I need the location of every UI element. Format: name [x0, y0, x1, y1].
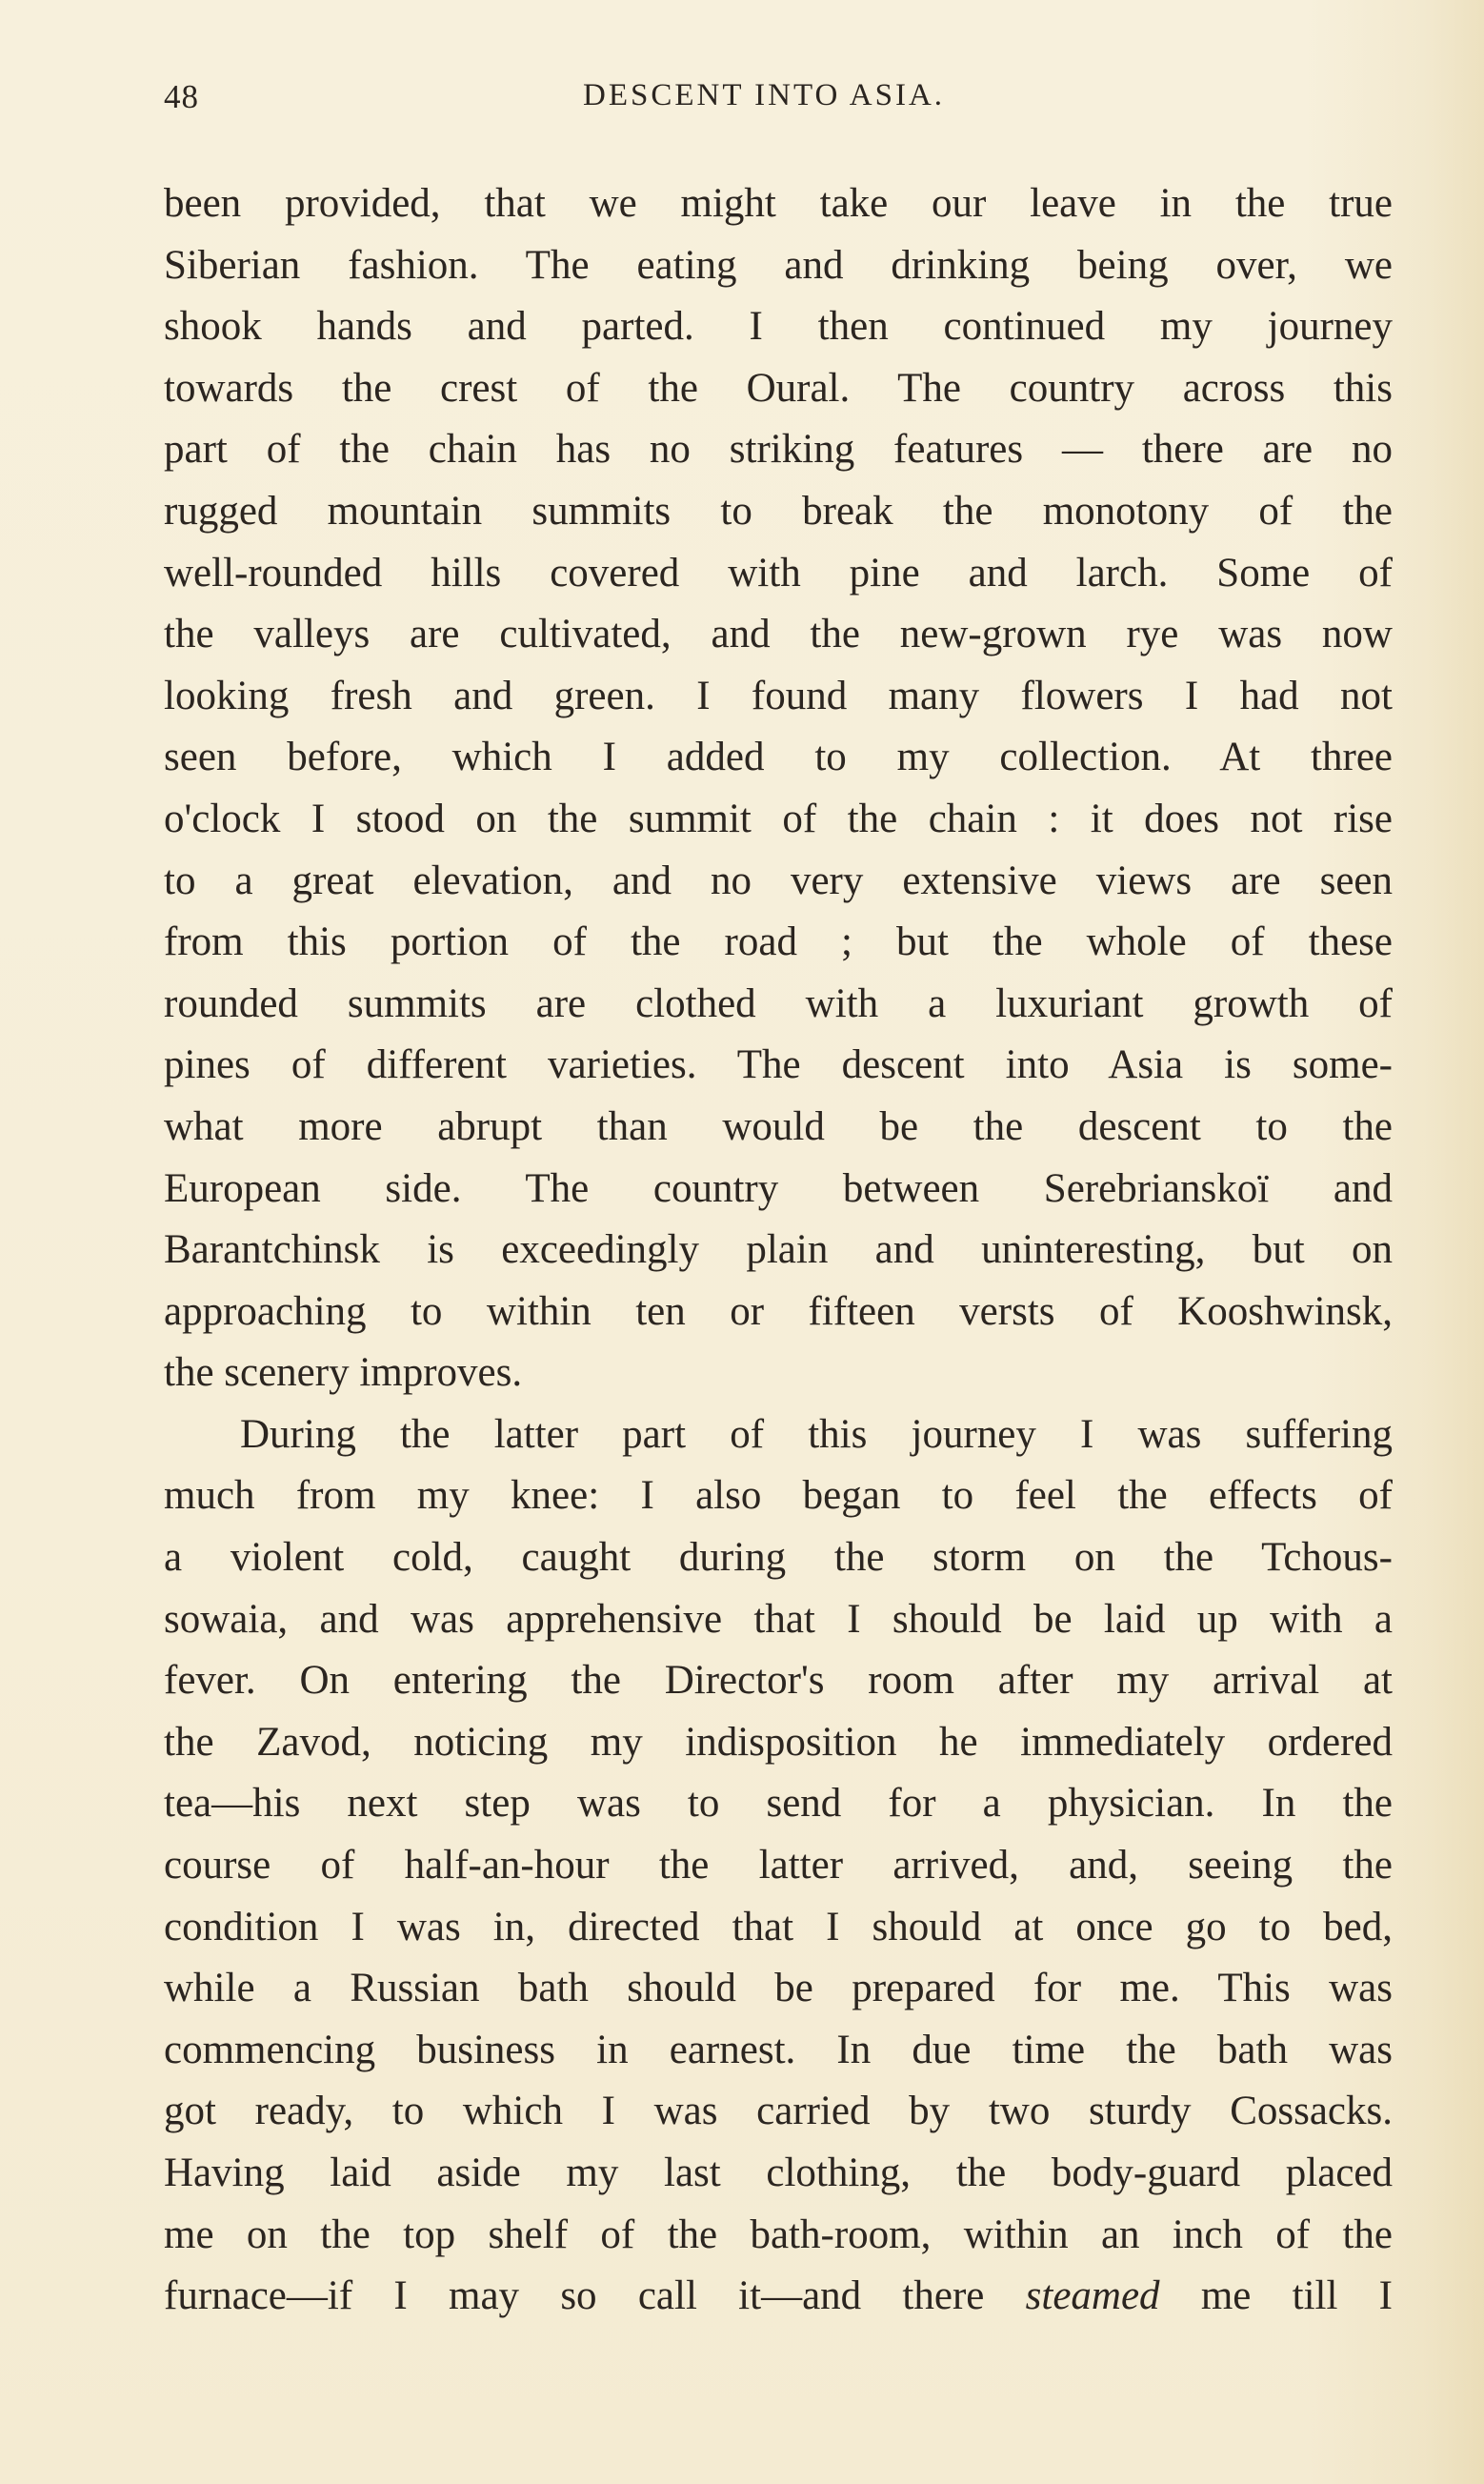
text-line: towards the crest of the Oural. The country across this: [164, 365, 1393, 411]
running-head-title: DESCENT INTO ASIA.: [583, 78, 946, 112]
text-line: got ready, to which I was carried by two sturdy Cossacks.: [164, 2089, 1393, 2134]
text-line: while a Russian bath should be prepared for me. This was: [164, 1966, 1393, 2011]
text-line: Siberian fashion. The eating and drinking being over, we: [164, 242, 1393, 288]
text-line: a violent cold, caught during the storm on the Tchous-: [164, 1535, 1393, 1581]
text-line: well-rounded hills covered with pine and larch. Some of: [164, 550, 1393, 596]
text-line: been provided, that we might take our leave in the true: [164, 181, 1393, 226]
running-head: [164, 78, 1393, 126]
text-line: from this portion of the road ; but the whole of these: [164, 919, 1393, 965]
emphasis-steamed: steamed: [1025, 2273, 1160, 2319]
paragraph-start-line: During the latter part of this journey I was suffering: [240, 1411, 1393, 1457]
text-line: part of the chain has no striking features — there are no: [164, 427, 1393, 473]
text-line: European side. The country between Serebrianskoï and: [164, 1165, 1393, 1211]
body-text: [164, 173, 1393, 2328]
text-line: the valleys are cultivated, and the new-grown rye was now: [164, 612, 1393, 657]
text-line: fever. On entering the Director's room after my arrival at: [164, 1658, 1393, 1704]
text-line: o'clock I stood on the summit of the chain : it does not rise: [164, 796, 1393, 841]
text-line: tea—his next step was to send for a physician. In the: [164, 1781, 1393, 1827]
text-line: rugged mountain summits to break the monotony of the: [164, 488, 1393, 534]
text-line: shook hands and parted. I then continued my journey: [164, 304, 1393, 350]
final-line-after: me till I: [1159, 2273, 1394, 2319]
text-line: the Zavod, noticing my indisposition he immediately ordered: [164, 1719, 1393, 1765]
text-line: approaching to within ten or fifteen versts of Kooshwinsk,: [164, 1288, 1393, 1334]
text-line: what more abrupt than would be the descent to the: [164, 1103, 1393, 1149]
text-line: commencing business in earnest. In due time the bath was: [164, 2027, 1393, 2072]
text-line: much from my knee: I also began to feel the effects of: [164, 1473, 1393, 1519]
text-line: pines of different varieties. The descent into Asia is some-: [164, 1042, 1393, 1088]
text-line-final: [164, 2266, 1393, 2328]
text-line: me on the top shelf of the bath-room, within an inch of the: [164, 2211, 1393, 2257]
text-line: course of half-an-hour the latter arrived, and, seeing the: [164, 1843, 1393, 1888]
text-line: sowaia, and was apprehensive that I should be laid up with a: [164, 1596, 1393, 1642]
text-line: Having laid aside my last clothing, the body-guard placed: [164, 2151, 1393, 2195]
text-line: to a great elevation, and no very extensive views are seen: [164, 858, 1393, 903]
text-line: looking fresh and green. I found many flowers I had not: [164, 673, 1393, 718]
text-line: Barantchinsk is exceedingly plain and uninteresting, but on: [164, 1227, 1393, 1273]
final-line-before: furnace—if I may so call it—and there: [164, 2273, 1026, 2319]
page-number: 48: [164, 78, 199, 115]
paragraph-end-line: the scenery improves.: [164, 1350, 523, 1396]
text-line: seen before, which I added to my collection. At three: [164, 735, 1393, 780]
text-line: rounded summits are clothed with a luxuriant growth of: [164, 980, 1393, 1026]
text-line: condition I was in, directed that I should at once go to bed,: [164, 1904, 1393, 1949]
